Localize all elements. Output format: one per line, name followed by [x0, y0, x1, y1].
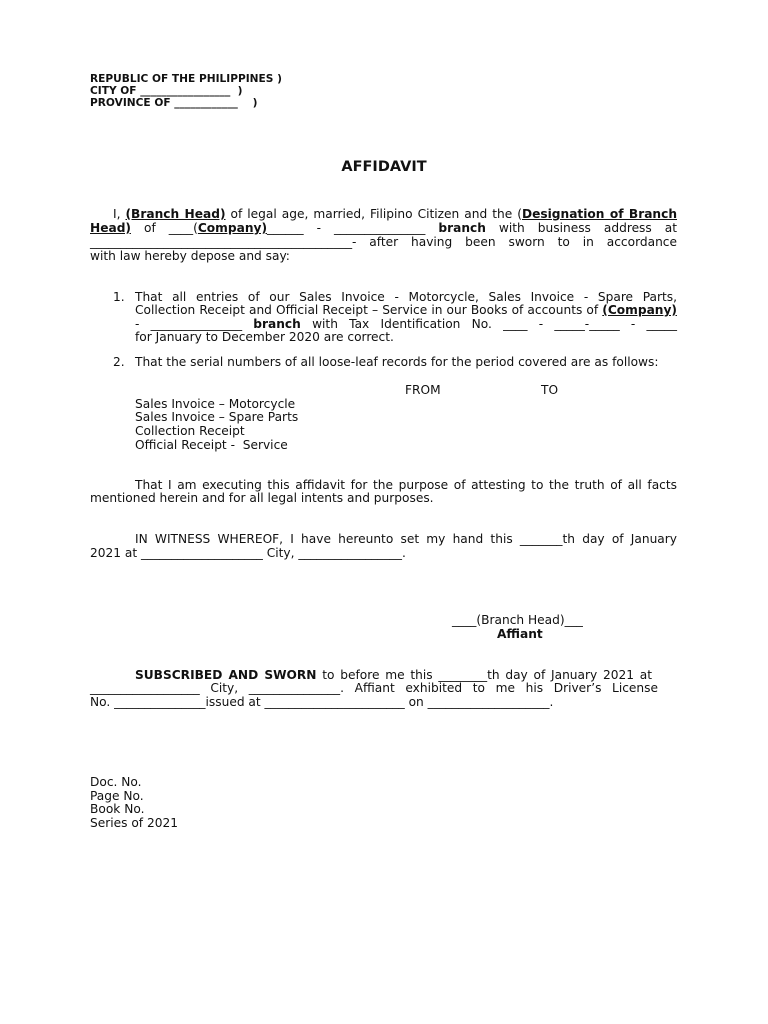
intro-line-1: I, (Branch Head) of legal age, married, Filipino Citizen and the (Designation of Branch — [113, 207, 678, 221]
record-official-receipt-service: Official Receipt - Service — [135, 438, 288, 452]
sworn-line-1: SUBSCRIBED AND SWORN to before me this ________th day of January 2021 at — [135, 668, 652, 682]
record-collection-receipt: Collection Receipt — [135, 424, 245, 438]
witness-line-2: 2021 at ____________________ City, _________________. — [90, 546, 406, 560]
item-1-number: 1. — [113, 290, 125, 304]
item-1-line-3: - _______________ branch with Tax Identification No. ____ - _____-_____ - _____ — [135, 317, 677, 331]
purpose-line-2: mentioned herein and for all legal intents and purposes. — [90, 491, 434, 505]
column-to: TO — [541, 383, 559, 397]
header-republic: REPUBLIC OF THE PHILIPPINES ) — [90, 73, 282, 85]
notarial-doc-no: Doc. No. — [90, 775, 142, 789]
notarial-page-no: Page No. — [90, 789, 144, 803]
witness-line-1: IN WITNESS WHEREOF, I have hereunto set my hand this _______th day of January — [135, 532, 677, 546]
record-sales-invoice-spare-parts: Sales Invoice – Spare Parts — [135, 410, 299, 424]
item-2-text: That the serial numbers of all loose-leaf records for the period covered are as follows: — [135, 355, 659, 369]
sworn-line-3: No. _______________issued at _______________________ on ____________________. — [90, 695, 554, 709]
purpose-line-1: That I am executing this affidavit for the purpose of attesting to the truth of all facts — [135, 478, 677, 492]
intro-line-2: Head) of ____(Company)______ - _______________ branch with business address at — [90, 221, 678, 235]
notarial-book-no: Book No. — [90, 802, 145, 816]
intro-line-4: with law hereby depose and say: — [90, 249, 290, 263]
item-1-line-4: for January to December 2020 are correct. — [135, 330, 394, 344]
header-province: PROVINCE OF ____________ ) — [90, 97, 258, 109]
column-from: FROM — [405, 383, 441, 397]
sworn-line-2: __________________ City, _______________. Affiant exhibited to me his Driver’s License — [90, 681, 658, 695]
item-1-line-1: That all entries of our Sales Invoice - Motorcycle, Sales Invoice - Spare Parts, — [135, 290, 677, 304]
item-2-number: 2. — [113, 355, 125, 369]
record-sales-invoice-motorcycle: Sales Invoice – Motorcycle — [135, 397, 296, 411]
signature-affiant-label: Affiant — [497, 627, 543, 641]
document-title: AFFIDAVIT — [341, 159, 427, 175]
signature-name-line: ____(Branch Head)___ — [452, 613, 583, 627]
header-city: CITY OF _________________ ) — [90, 85, 243, 97]
item-1-line-2: Collection Receipt and Official Receipt – Service in our Books of accounts of (Company) — [135, 303, 677, 317]
notarial-series: Series of 2021 — [90, 816, 178, 830]
intro-line-3: ___________________________________________- after having been sworn to in accordance — [90, 235, 677, 249]
